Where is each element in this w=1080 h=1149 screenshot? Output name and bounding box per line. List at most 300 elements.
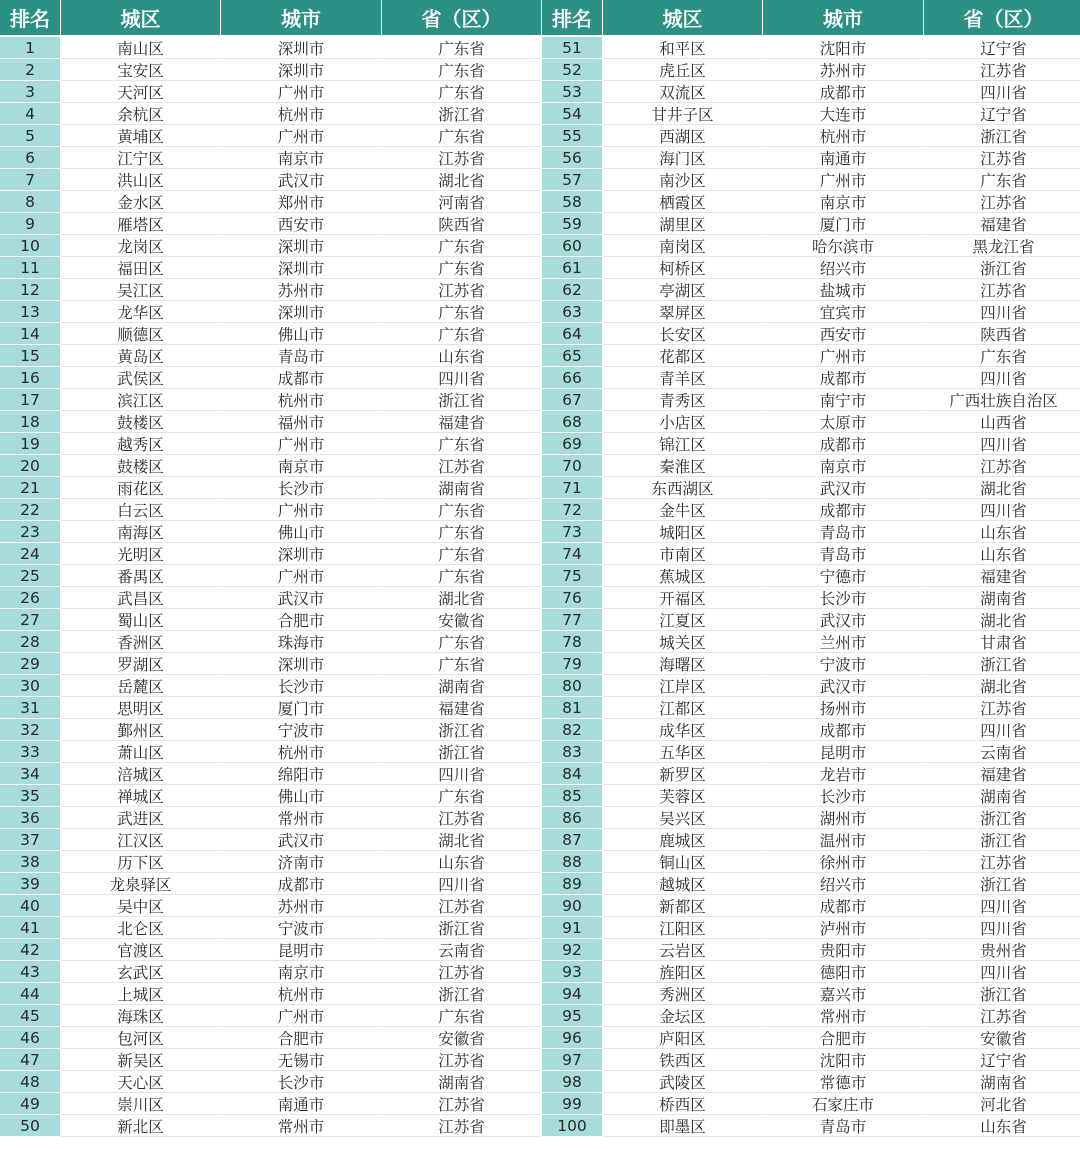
district-cell: 金坛区 — [603, 1005, 762, 1027]
city-cell: 南通市 — [221, 1093, 381, 1115]
header-province: 省（区） — [924, 0, 1080, 37]
province-cell: 浙江省 — [382, 741, 541, 763]
city-cell: 成都市 — [763, 367, 923, 389]
city-cell: 苏州市 — [221, 279, 381, 301]
district-cell: 甘井子区 — [603, 103, 762, 125]
province-cell: 湖北省 — [382, 587, 541, 609]
district-cell: 海曙区 — [603, 653, 762, 675]
district-cell: 罗湖区 — [61, 653, 220, 675]
district-cell: 铁西区 — [603, 1049, 762, 1071]
district-cell: 城关区 — [603, 631, 762, 653]
province-cell: 浙江省 — [924, 653, 1080, 675]
district-cell: 新吴区 — [61, 1049, 220, 1071]
city-cell: 大连市 — [763, 103, 923, 125]
district-cell: 番禺区 — [61, 565, 220, 587]
header-rank: 排名 — [542, 0, 602, 37]
district-cell: 崇川区 — [61, 1093, 220, 1115]
district-cell: 秀洲区 — [603, 983, 762, 1005]
city-cell: 长沙市 — [763, 587, 923, 609]
province-cell: 湖南省 — [382, 477, 541, 499]
rank-cell: 31 — [0, 697, 60, 719]
city-cell: 成都市 — [763, 719, 923, 741]
province-cell: 广东省 — [924, 169, 1080, 191]
province-cell: 山东省 — [382, 345, 541, 367]
rank-cell: 68 — [542, 411, 602, 433]
city-cell: 扬州市 — [763, 697, 923, 719]
province-cell: 江苏省 — [924, 147, 1080, 169]
rank-cell: 37 — [0, 829, 60, 851]
province-cell: 广东省 — [382, 543, 541, 565]
district-cell: 青羊区 — [603, 367, 762, 389]
district-cell: 长安区 — [603, 323, 762, 345]
city-cell: 湖州市 — [763, 807, 923, 829]
district-cell: 虎丘区 — [603, 59, 762, 81]
city-cell: 成都市 — [221, 873, 381, 895]
district-cell: 滨江区 — [61, 389, 220, 411]
rank-cell: 7 — [0, 169, 60, 191]
province-cell: 湖南省 — [924, 587, 1080, 609]
city-cell: 合肥市 — [763, 1027, 923, 1049]
district-cell: 铜山区 — [603, 851, 762, 873]
district-cell: 金牛区 — [603, 499, 762, 521]
city-cell: 厦门市 — [221, 697, 381, 719]
rank-cell: 87 — [542, 829, 602, 851]
city-cell: 武汉市 — [763, 609, 923, 631]
city-cell: 哈尔滨市 — [763, 235, 923, 257]
province-cell: 福建省 — [382, 411, 541, 433]
rank-cell: 100 — [542, 1115, 602, 1137]
district-cell: 鼓楼区 — [61, 411, 220, 433]
district-cell: 北仑区 — [61, 917, 220, 939]
city-cell: 济南市 — [221, 851, 381, 873]
city-cell: 太原市 — [763, 411, 923, 433]
district-cell: 城阳区 — [603, 521, 762, 543]
district-cell: 海珠区 — [61, 1005, 220, 1027]
city-cell: 合肥市 — [221, 1027, 381, 1049]
district-cell: 蕉城区 — [603, 565, 762, 587]
header-district: 城区 — [603, 0, 762, 37]
city-cell: 常州市 — [763, 1005, 923, 1027]
rank-cell: 38 — [0, 851, 60, 873]
city-cell: 绍兴市 — [763, 257, 923, 279]
province-cell: 安徽省 — [382, 1027, 541, 1049]
city-cell: 广州市 — [221, 433, 381, 455]
city-cell: 广州市 — [763, 169, 923, 191]
province-cell: 四川省 — [924, 81, 1080, 103]
rank-cell: 88 — [542, 851, 602, 873]
rank-cell: 30 — [0, 675, 60, 697]
rank-cell: 46 — [0, 1027, 60, 1049]
district-cell: 鼓楼区 — [61, 455, 220, 477]
city-cell: 贵阳市 — [763, 939, 923, 961]
district-cell: 思明区 — [61, 697, 220, 719]
city-cell: 常州市 — [221, 1115, 381, 1137]
city-cell: 佛山市 — [221, 785, 381, 807]
province-cell: 广东省 — [382, 433, 541, 455]
city-cell: 深圳市 — [221, 257, 381, 279]
district-cell: 黄岛区 — [61, 345, 220, 367]
district-cell: 福田区 — [61, 257, 220, 279]
district-cell: 岳麓区 — [61, 675, 220, 697]
province-cell: 江苏省 — [382, 279, 541, 301]
district-cell: 越秀区 — [61, 433, 220, 455]
district-cell: 官渡区 — [61, 939, 220, 961]
rank-cell: 98 — [542, 1071, 602, 1093]
province-cell: 湖北省 — [924, 675, 1080, 697]
rank-cell: 93 — [542, 961, 602, 983]
city-cell: 南京市 — [221, 961, 381, 983]
city-cell: 兰州市 — [763, 631, 923, 653]
province-cell: 江苏省 — [924, 191, 1080, 213]
province-cell: 山东省 — [924, 1115, 1080, 1137]
province-cell: 江苏省 — [924, 455, 1080, 477]
rank-cell: 4 — [0, 103, 60, 125]
rank-cell: 41 — [0, 917, 60, 939]
rank-cell: 91 — [542, 917, 602, 939]
city-cell: 杭州市 — [221, 103, 381, 125]
province-cell: 江苏省 — [382, 895, 541, 917]
district-cell: 江岸区 — [603, 675, 762, 697]
province-cell: 广东省 — [382, 235, 541, 257]
province-cell: 广东省 — [382, 81, 541, 103]
province-cell: 福建省 — [924, 565, 1080, 587]
province-cell: 江苏省 — [382, 1093, 541, 1115]
district-cell: 新北区 — [61, 1115, 220, 1137]
rank-cell: 63 — [542, 301, 602, 323]
rank-cell: 89 — [542, 873, 602, 895]
district-cell: 翠屏区 — [603, 301, 762, 323]
province-cell: 山东省 — [382, 851, 541, 873]
rank-cell: 90 — [542, 895, 602, 917]
rank-cell: 67 — [542, 389, 602, 411]
district-cell: 五华区 — [603, 741, 762, 763]
province-cell: 四川省 — [382, 873, 541, 895]
city-cell: 绍兴市 — [763, 873, 923, 895]
rank-cell: 20 — [0, 455, 60, 477]
rank-cell: 29 — [0, 653, 60, 675]
city-cell: 武汉市 — [221, 829, 381, 851]
district-cell: 江夏区 — [603, 609, 762, 631]
rank-cell: 53 — [542, 81, 602, 103]
city-cell: 西安市 — [221, 213, 381, 235]
province-cell: 四川省 — [924, 499, 1080, 521]
district-cell: 龙华区 — [61, 301, 220, 323]
province-cell: 贵州省 — [924, 939, 1080, 961]
district-cell: 江都区 — [603, 697, 762, 719]
district-cell: 湖里区 — [603, 213, 762, 235]
city-cell: 长沙市 — [763, 785, 923, 807]
city-cell: 郑州市 — [221, 191, 381, 213]
city-cell: 南京市 — [763, 191, 923, 213]
city-cell: 昆明市 — [763, 741, 923, 763]
city-cell: 宁德市 — [763, 565, 923, 587]
city-cell: 武汉市 — [763, 477, 923, 499]
rank-cell: 73 — [542, 521, 602, 543]
city-cell: 杭州市 — [221, 741, 381, 763]
province-cell: 浙江省 — [924, 257, 1080, 279]
province-cell: 四川省 — [924, 301, 1080, 323]
province-cell: 广东省 — [382, 521, 541, 543]
district-cell: 亭湖区 — [603, 279, 762, 301]
district-cell: 吴兴区 — [603, 807, 762, 829]
city-cell: 德阳市 — [763, 961, 923, 983]
rank-cell: 65 — [542, 345, 602, 367]
header-province: 省（区） — [382, 0, 541, 37]
province-cell: 湖北省 — [382, 169, 541, 191]
city-cell: 广州市 — [221, 499, 381, 521]
district-cell: 包河区 — [61, 1027, 220, 1049]
province-cell: 湖南省 — [382, 675, 541, 697]
city-cell: 石家庄市 — [763, 1093, 923, 1115]
province-cell: 江苏省 — [924, 59, 1080, 81]
rank-cell: 77 — [542, 609, 602, 631]
province-cell: 广西壮族自治区 — [924, 389, 1080, 411]
city-cell: 武汉市 — [221, 169, 381, 191]
city-cell: 盐城市 — [763, 279, 923, 301]
district-cell: 吴中区 — [61, 895, 220, 917]
city-cell: 成都市 — [221, 367, 381, 389]
province-cell: 广东省 — [382, 631, 541, 653]
rank-cell: 75 — [542, 565, 602, 587]
city-cell: 昆明市 — [221, 939, 381, 961]
district-cell: 市南区 — [603, 543, 762, 565]
province-cell: 河南省 — [382, 191, 541, 213]
rank-cell: 56 — [542, 147, 602, 169]
rank-cell: 43 — [0, 961, 60, 983]
city-cell: 福州市 — [221, 411, 381, 433]
province-cell: 黑龙江省 — [924, 235, 1080, 257]
city-cell: 绵阳市 — [221, 763, 381, 785]
rank-cell: 26 — [0, 587, 60, 609]
province-cell: 江苏省 — [382, 807, 541, 829]
district-cell: 青秀区 — [603, 389, 762, 411]
city-cell: 泸州市 — [763, 917, 923, 939]
district-cell: 宝安区 — [61, 59, 220, 81]
rank-cell: 48 — [0, 1071, 60, 1093]
district-cell: 历下区 — [61, 851, 220, 873]
district-cell: 新都区 — [603, 895, 762, 917]
district-cell: 武进区 — [61, 807, 220, 829]
province-cell: 四川省 — [924, 719, 1080, 741]
province-cell: 浙江省 — [924, 983, 1080, 1005]
province-cell: 辽宁省 — [924, 37, 1080, 59]
rank-cell: 50 — [0, 1115, 60, 1137]
province-cell: 湖南省 — [924, 1071, 1080, 1093]
city-cell: 合肥市 — [221, 609, 381, 631]
rank-cell: 66 — [542, 367, 602, 389]
province-cell: 江苏省 — [924, 851, 1080, 873]
province-cell: 四川省 — [382, 763, 541, 785]
province-cell: 江苏省 — [924, 1005, 1080, 1027]
city-cell: 西安市 — [763, 323, 923, 345]
province-cell: 湖北省 — [382, 829, 541, 851]
rank-cell: 32 — [0, 719, 60, 741]
province-cell: 江苏省 — [924, 279, 1080, 301]
city-cell: 广州市 — [221, 125, 381, 147]
city-cell: 常州市 — [221, 807, 381, 829]
rank-cell: 49 — [0, 1093, 60, 1115]
rank-cell: 17 — [0, 389, 60, 411]
district-cell: 西湖区 — [603, 125, 762, 147]
rank-cell: 1 — [0, 37, 60, 59]
province-cell: 安徽省 — [924, 1027, 1080, 1049]
city-cell: 长沙市 — [221, 1071, 381, 1093]
province-cell: 四川省 — [924, 367, 1080, 389]
rank-cell: 64 — [542, 323, 602, 345]
province-cell: 广东省 — [382, 565, 541, 587]
district-cell: 白云区 — [61, 499, 220, 521]
rank-cell: 82 — [542, 719, 602, 741]
rank-cell: 3 — [0, 81, 60, 103]
rank-cell: 70 — [542, 455, 602, 477]
rank-cell: 39 — [0, 873, 60, 895]
district-cell: 新罗区 — [603, 763, 762, 785]
district-cell: 顺德区 — [61, 323, 220, 345]
rank-cell: 83 — [542, 741, 602, 763]
rank-cell: 96 — [542, 1027, 602, 1049]
rank-cell: 27 — [0, 609, 60, 631]
city-cell: 佛山市 — [221, 521, 381, 543]
district-cell: 和平区 — [603, 37, 762, 59]
province-cell: 江苏省 — [382, 1049, 541, 1071]
province-cell: 四川省 — [924, 433, 1080, 455]
header-city: 城市 — [221, 0, 381, 37]
city-cell: 青岛市 — [763, 1115, 923, 1137]
district-cell: 余杭区 — [61, 103, 220, 125]
rank-cell: 12 — [0, 279, 60, 301]
district-cell: 栖霞区 — [603, 191, 762, 213]
district-cell: 桥西区 — [603, 1093, 762, 1115]
rank-cell: 97 — [542, 1049, 602, 1071]
district-cell: 天河区 — [61, 81, 220, 103]
city-cell: 厦门市 — [763, 213, 923, 235]
rank-cell: 95 — [542, 1005, 602, 1027]
rank-cell: 9 — [0, 213, 60, 235]
city-cell: 深圳市 — [221, 653, 381, 675]
rank-cell: 52 — [542, 59, 602, 81]
city-cell: 南宁市 — [763, 389, 923, 411]
rank-cell: 85 — [542, 785, 602, 807]
rank-cell: 16 — [0, 367, 60, 389]
province-cell: 云南省 — [382, 939, 541, 961]
rank-cell: 13 — [0, 301, 60, 323]
city-cell: 南京市 — [221, 455, 381, 477]
rank-cell: 10 — [0, 235, 60, 257]
province-cell: 广东省 — [924, 345, 1080, 367]
district-cell: 海门区 — [603, 147, 762, 169]
province-cell: 湖北省 — [924, 477, 1080, 499]
province-cell: 广东省 — [382, 59, 541, 81]
province-cell: 甘肃省 — [924, 631, 1080, 653]
province-cell: 广东省 — [382, 257, 541, 279]
city-cell: 成都市 — [763, 895, 923, 917]
district-cell: 江汉区 — [61, 829, 220, 851]
district-cell: 南沙区 — [603, 169, 762, 191]
rank-cell: 22 — [0, 499, 60, 521]
province-cell: 河北省 — [924, 1093, 1080, 1115]
rank-cell: 58 — [542, 191, 602, 213]
rank-cell: 94 — [542, 983, 602, 1005]
rank-cell: 36 — [0, 807, 60, 829]
province-cell: 四川省 — [924, 961, 1080, 983]
rank-cell: 51 — [542, 37, 602, 59]
rank-cell: 57 — [542, 169, 602, 191]
province-cell: 安徽省 — [382, 609, 541, 631]
province-cell: 江苏省 — [924, 697, 1080, 719]
rank-cell: 33 — [0, 741, 60, 763]
district-cell: 江阳区 — [603, 917, 762, 939]
rank-cell: 80 — [542, 675, 602, 697]
city-cell: 南通市 — [763, 147, 923, 169]
district-cell: 武陵区 — [603, 1071, 762, 1093]
district-cell: 江宁区 — [61, 147, 220, 169]
city-cell: 广州市 — [763, 345, 923, 367]
city-cell: 宁波市 — [221, 719, 381, 741]
rank-cell: 21 — [0, 477, 60, 499]
city-cell: 深圳市 — [221, 37, 381, 59]
city-cell: 宁波市 — [221, 917, 381, 939]
rank-cell: 78 — [542, 631, 602, 653]
district-cell: 秦淮区 — [603, 455, 762, 477]
city-cell: 苏州市 — [221, 895, 381, 917]
rank-cell: 19 — [0, 433, 60, 455]
district-cell: 东西湖区 — [603, 477, 762, 499]
province-cell: 陕西省 — [924, 323, 1080, 345]
city-cell: 武汉市 — [763, 675, 923, 697]
district-cell: 光明区 — [61, 543, 220, 565]
province-cell: 福建省 — [924, 213, 1080, 235]
district-cell: 芙蓉区 — [603, 785, 762, 807]
rank-cell: 2 — [0, 59, 60, 81]
district-cell: 南山区 — [61, 37, 220, 59]
city-cell: 长沙市 — [221, 675, 381, 697]
rank-cell: 69 — [542, 433, 602, 455]
district-cell: 洪山区 — [61, 169, 220, 191]
province-cell: 江苏省 — [382, 1115, 541, 1137]
rank-cell: 18 — [0, 411, 60, 433]
city-cell: 宜宾市 — [763, 301, 923, 323]
rank-cell: 23 — [0, 521, 60, 543]
city-cell: 长沙市 — [221, 477, 381, 499]
city-cell: 深圳市 — [221, 543, 381, 565]
district-cell: 鹿城区 — [603, 829, 762, 851]
city-cell: 青岛市 — [763, 521, 923, 543]
city-cell: 广州市 — [221, 1005, 381, 1027]
rank-cell: 61 — [542, 257, 602, 279]
city-cell: 龙岩市 — [763, 763, 923, 785]
city-cell: 徐州市 — [763, 851, 923, 873]
province-cell: 广东省 — [382, 653, 541, 675]
city-cell: 深圳市 — [221, 235, 381, 257]
city-cell: 青岛市 — [221, 345, 381, 367]
district-cell: 吴江区 — [61, 279, 220, 301]
district-cell: 南岗区 — [603, 235, 762, 257]
city-cell: 南京市 — [763, 455, 923, 477]
district-cell: 雨花区 — [61, 477, 220, 499]
district-cell: 香洲区 — [61, 631, 220, 653]
district-cell: 开福区 — [603, 587, 762, 609]
header-rank: 排名 — [0, 0, 60, 37]
province-cell: 山西省 — [924, 411, 1080, 433]
district-cell: 玄武区 — [61, 961, 220, 983]
city-cell: 温州市 — [763, 829, 923, 851]
province-cell: 江苏省 — [382, 961, 541, 983]
province-cell: 浙江省 — [382, 103, 541, 125]
city-cell: 沈阳市 — [763, 37, 923, 59]
district-cell: 云岩区 — [603, 939, 762, 961]
district-cell: 双流区 — [603, 81, 762, 103]
province-cell: 湖南省 — [924, 785, 1080, 807]
